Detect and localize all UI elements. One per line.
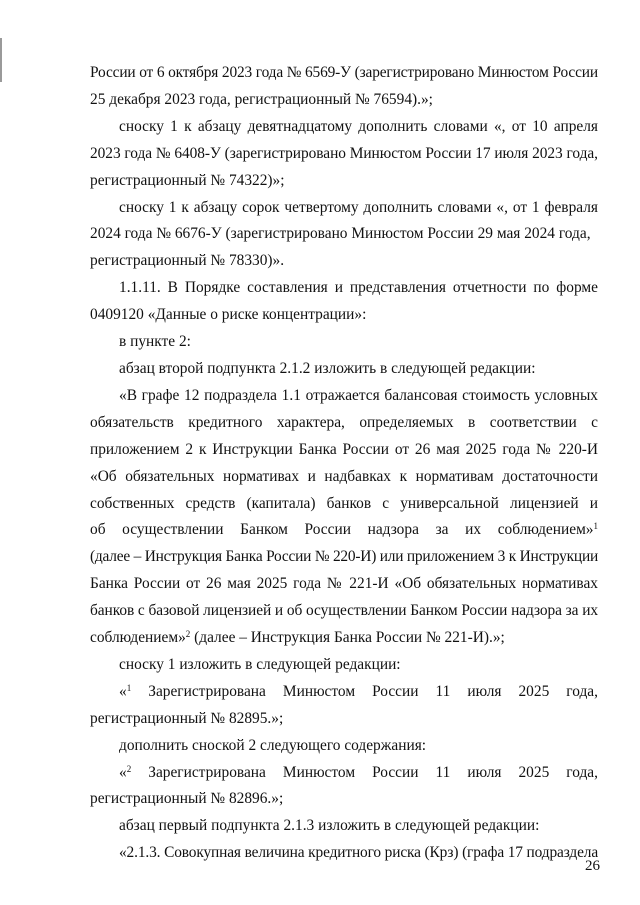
text-line: регистрационный № 82896.»; [90, 790, 284, 808]
text-line: обязательств кредитного характера, определяемых в соответствии с [90, 413, 598, 431]
text-line: сноску 1 изложить в следующей редакции: [119, 655, 401, 673]
text-line: регистрационный № 82895.»; [90, 709, 284, 727]
text-line: 1.1.11. В Порядке составления и представления отчетности по форме [119, 279, 598, 297]
text-line: (далее – Инструкция Банка России № 220-И) или приложением 3 к Инструкции [90, 548, 598, 566]
text-fragment: « [119, 682, 127, 700]
text-fragment: (далее – Инструкция Банка России № 221-И).»; [190, 629, 505, 647]
text-line [90, 517, 598, 544]
text-line: «Об обязательных нормативах и надбавках к нормативам достаточности [90, 467, 598, 485]
text-fragment: Зарегистрирована Минюстом России 11 июля 2025 года, [131, 763, 598, 781]
text-line: 2023 года № 6408-У (зарегистрировано Минюстом России 17 июля 2023 года, [90, 144, 598, 162]
text-line: регистрационный № 74322)»; [90, 171, 285, 189]
footnote-mark: 1 [126, 682, 132, 693]
text-line [90, 679, 598, 706]
text-line: в пункте 2: [119, 333, 191, 351]
document-body [90, 60, 598, 867]
text-line: «2.1.3. Совокупная величина кредитного риска (Крз) (графа 17 подраздела [119, 844, 599, 862]
text-line: регистрационный № 78330)». [90, 252, 285, 270]
text-line: «В графе 12 подраздела 1.1 отражается балансовая стоимость условных [119, 386, 598, 404]
footnote-mark: 2 [185, 629, 191, 640]
text-line: 25 декабря 2023 года, регистрационный № 76594).»; [90, 90, 433, 108]
scan-edge-mark [0, 38, 2, 82]
text-line: абзац первый подпункта 2.1.3 изложить в следующей редакции: [119, 817, 540, 835]
text-fragment: соблюдением» [90, 629, 186, 647]
text-line: абзац второй подпункта 2.1.2 изложить в следующей редакции: [119, 359, 536, 377]
text-line: 2024 года № 6676-У (зарегистрировано Минюстом России 29 мая 2024 года, [90, 225, 591, 243]
text-fragment: Зарегистрирована Минюстом России 11 июля 2025 года, [131, 682, 598, 700]
text-line: дополнить сноской 2 следующего содержания: [119, 736, 427, 754]
text-line: России от 6 октября 2023 года № 6569-У (зарегистрировано Минюстом России [90, 64, 598, 81]
page-number: 26 [585, 858, 600, 874]
footnote-mark: 1 [593, 521, 598, 532]
text-line: 0409120 «Данные о риске концентрации»: [90, 306, 367, 324]
text-line: собственных средств (капитала) банков с универсальной лицензией и [90, 494, 598, 512]
text-line [90, 625, 598, 652]
text-fragment: об осуществлении Банком России надзора за их соблюдением» [90, 521, 594, 539]
text-line [90, 760, 598, 787]
text-line: сноску 1 к абзацу сорок четвертому дополнить словами «, от 1 февраля [119, 198, 598, 216]
text-line: сноску 1 к абзацу девятнадцатому дополнить словами «, от 10 апреля [119, 117, 598, 135]
footnote-mark: 2 [126, 763, 132, 774]
text-line: банков с базовой лицензией и об осуществлении Банком России надзора за их [90, 602, 598, 620]
text-line: приложением 2 к Инструкции Банка России от 26 мая 2025 года № 220-И [90, 440, 598, 458]
text-line: Банка России от 26 мая 2025 года № 221-И «Об обязательных нормативах [90, 575, 598, 593]
text-fragment: « [119, 763, 127, 781]
